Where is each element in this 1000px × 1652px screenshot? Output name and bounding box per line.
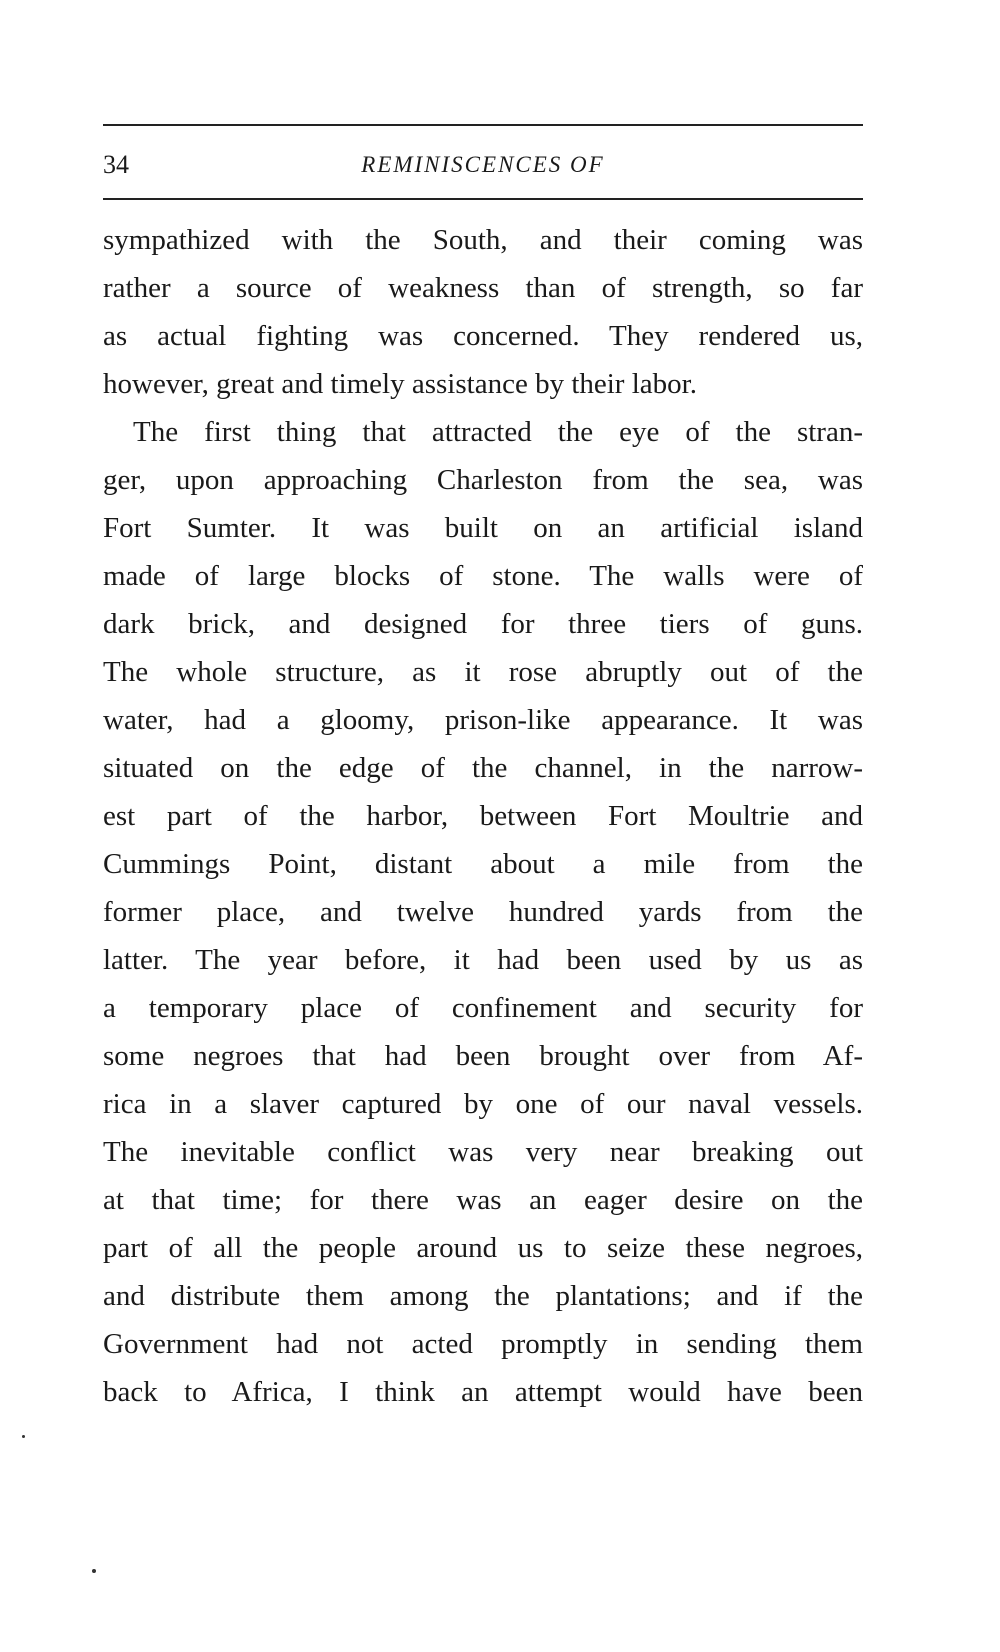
ink-speck — [92, 1569, 96, 1573]
text-line: a temporary place of confinement and security for — [103, 992, 863, 1024]
text-line: as actual fighting was concerned. They rendered us, — [103, 320, 863, 352]
text-line: ger, upon approaching Charleston from the sea, was — [103, 464, 863, 496]
text-line: situated on the edge of the channel, in the narrow- — [103, 752, 863, 784]
text-line: water, had a gloomy, prison-like appearance. It was — [103, 704, 863, 736]
text-line: The first thing that attracted the eye of the stran- — [133, 416, 863, 448]
running-head — [103, 145, 863, 185]
text-line: The whole structure, as it rose abruptly out of the — [103, 656, 863, 688]
paragraph-2 — [103, 408, 863, 1416]
text-line: some negroes that had been brought over from Af- — [103, 1040, 863, 1072]
text-line: The inevitable conflict was very near breaking out — [103, 1136, 863, 1168]
text-line: and distribute them among the plantations; and if the — [103, 1280, 863, 1312]
text-line: back to Africa, I think an attempt would have been — [103, 1376, 863, 1408]
header-top-rule — [103, 124, 863, 126]
running-title: REMINISCENCES OF — [361, 152, 605, 177]
text-line: part of all the people around us to seize these negroes, — [103, 1232, 863, 1264]
text-line: rather a source of weakness than of strength, so far — [103, 272, 863, 304]
text-line: former place, and twelve hundred yards from the — [103, 896, 863, 928]
page-number: 34 — [103, 150, 129, 179]
text-line: made of large blocks of stone. The walls were of — [103, 560, 863, 592]
text-line: sympathized with the South, and their coming was — [103, 224, 863, 256]
paragraph-1 — [103, 216, 863, 408]
text-line: rica in a slaver captured by one of our naval vessels. — [103, 1088, 863, 1120]
ink-speck — [22, 1435, 25, 1438]
text-line: dark brick, and designed for three tiers of guns. — [103, 608, 863, 640]
text-line: Cummings Point, distant about a mile from the — [103, 848, 863, 880]
text-line: Government had not acted promptly in sending them — [103, 1328, 863, 1360]
text-line: Fort Sumter. It was built on an artificial island — [103, 512, 863, 544]
body-text — [103, 216, 863, 1416]
text-line: est part of the harbor, between Fort Moultrie and — [103, 800, 863, 832]
header-bottom-rule — [103, 198, 863, 200]
text-line: latter. The year before, it had been used by us as — [103, 944, 863, 976]
text-line: however, great and timely assistance by their labor. — [103, 368, 697, 400]
text-line: at that time; for there was an eager desire on the — [103, 1184, 863, 1216]
